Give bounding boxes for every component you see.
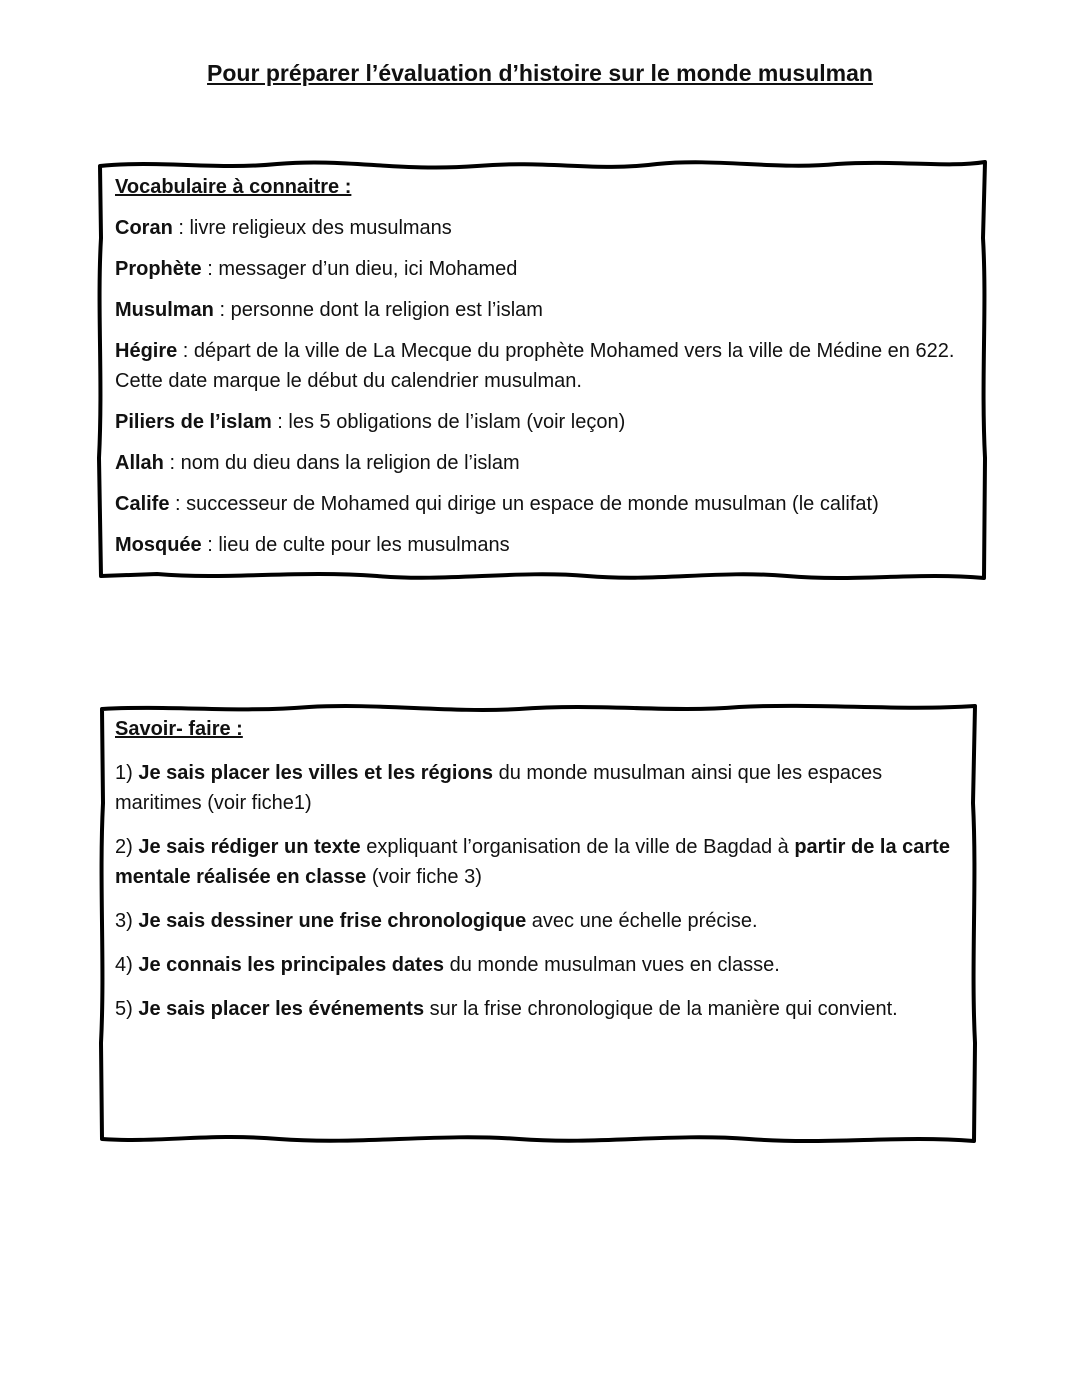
vocabulary-box	[97, 158, 988, 582]
skill-item: 3) Je sais dessiner une frise chronologique avec une échelle précise.	[115, 910, 758, 932]
vocab-item: Allah : nom du dieu dans la religion de l’islam	[115, 452, 520, 474]
vocab-item: Hégire : départ de la ville de La Mecque du prophète Mohamed vers la ville de Médine en 622. Cette date marque le début du calendrier musulman.	[115, 340, 955, 392]
page-title: Pour préparer l’évaluation d’histoire sur le monde musulman	[207, 60, 873, 86]
skill-item: 1) Je sais placer les villes et les régions du monde musulman ainsi que les espaces maritimes (voir fiche1)	[115, 762, 883, 814]
skill-item: 4) Je connais les principales dates du monde musulman vues en classe.	[115, 954, 780, 976]
vocabulary-heading: Vocabulaire à connaitre :	[115, 176, 352, 198]
skill-item: 5) Je sais placer les événements sur la frise chronologique de la manière qui convient.	[115, 998, 898, 1020]
vocab-item: Musulman : personne dont la religion est l’islam	[115, 299, 543, 321]
skill-item: 2) Je sais rédiger un texte expliquant l’organisation de la ville de Bagdad à partir de la carte mentale réalisée en classe (voir fiche 3)	[115, 836, 950, 888]
vocab-item: Mosquée : lieu de culte pour les musulmans	[115, 534, 510, 556]
vocab-item: Prophète : messager d’un dieu, ici Mohamed	[115, 258, 518, 280]
skills-box	[99, 703, 978, 1145]
skills-heading: Savoir- faire :	[115, 718, 243, 740]
vocab-item: Piliers de l’islam : les 5 obligations de l’islam (voir leçon)	[115, 411, 626, 433]
vocab-item: Calife : successeur de Mohamed qui dirige un espace de monde musulman (le califat)	[115, 493, 879, 515]
vocab-item: Coran : livre religieux des musulmans	[115, 217, 452, 239]
